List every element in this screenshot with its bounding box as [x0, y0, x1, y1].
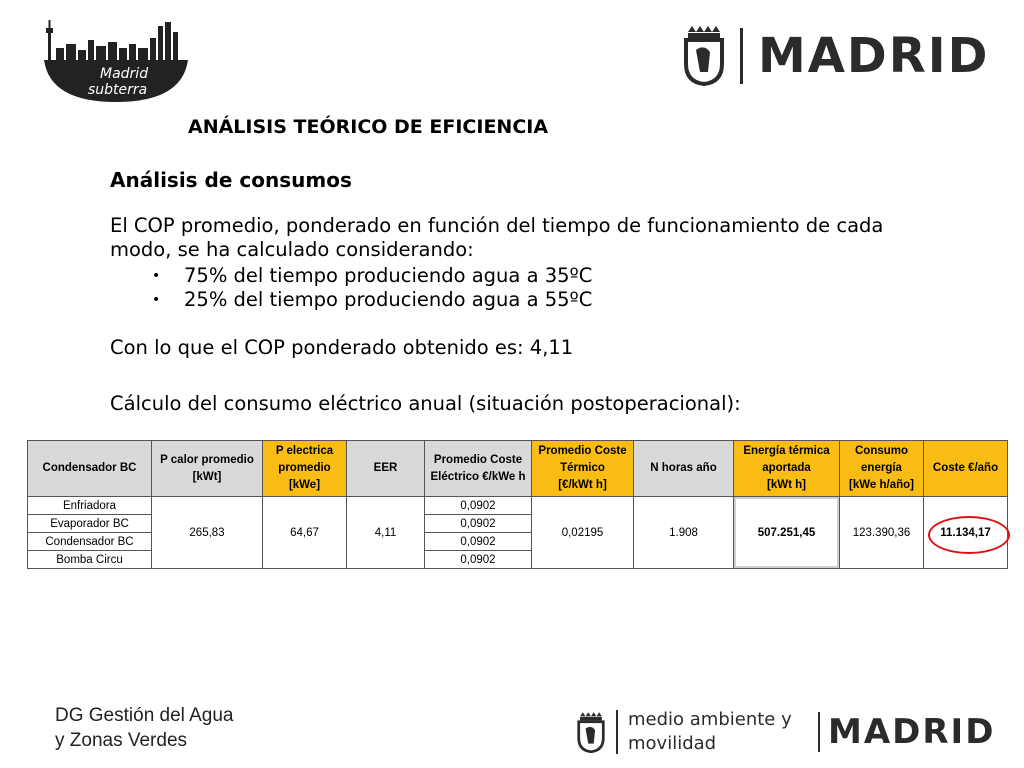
- header-line: Térmico: [560, 462, 605, 474]
- horas-cell: 1.908: [634, 497, 734, 569]
- madrid-city-logo: [682, 24, 1002, 90]
- footer-area-text: [628, 708, 792, 756]
- header-line: P calor promedio: [160, 453, 254, 466]
- header-line: energía: [861, 462, 902, 474]
- footer-madrid-wordmark: MADRID: [828, 712, 996, 752]
- madrid-wordmark: MADRID: [758, 28, 990, 84]
- bullet-icon: •: [152, 292, 161, 308]
- p-calor-cell: 265,83: [152, 497, 263, 569]
- header-line: N horas año: [650, 462, 717, 474]
- header-line: [kWe]: [288, 479, 321, 491]
- footer-area-line: movilidad: [628, 733, 717, 754]
- table-row: [28, 497, 1008, 515]
- header-line: Condensador BC: [42, 462, 137, 474]
- footer-madrid-logo: [576, 708, 1006, 756]
- header-line: Eléctrico €/kWe h: [430, 470, 526, 483]
- row-name-cell: Bomba Circu: [28, 551, 152, 569]
- header-line: [kWe h/año]: [849, 479, 914, 491]
- header-coste-anual: [924, 441, 1008, 497]
- footer-divider: [616, 710, 618, 754]
- madrid-subterra-logo: [42, 18, 190, 102]
- footer-department-line: DG Gestión del Agua: [55, 705, 234, 726]
- bullet-text: 75% del tiempo produciendo agua a 35ºC: [184, 264, 593, 287]
- header-line: Energía térmica: [743, 445, 830, 457]
- row-name-cell: Enfriadora: [28, 497, 152, 515]
- footer-area-line: medio ambiente y: [628, 709, 792, 730]
- coste-electrico-cell: 0,0902: [425, 515, 532, 533]
- red-circle-annotation: [928, 516, 1010, 554]
- coste-electrico-cell: 0,0902: [425, 533, 532, 551]
- header-line: EER: [373, 462, 398, 474]
- bullet-text: 25% del tiempo produciendo agua a 55ºC: [184, 288, 593, 311]
- madrid-coat-of-arms-icon: [682, 24, 726, 86]
- coste-anual-highlight: [940, 527, 991, 539]
- header-p-calor: [152, 441, 263, 497]
- header-line: promedio: [278, 462, 331, 474]
- table-header-row: [28, 441, 1008, 497]
- header-line: P electrica: [275, 445, 334, 457]
- header-horas: [634, 441, 734, 497]
- logo-text-madrid: Madrid: [100, 66, 149, 82]
- header-line: Promedio Coste: [538, 445, 627, 457]
- bullet-list: [152, 264, 592, 312]
- coste-electrico-cell: 0,0902: [425, 497, 532, 515]
- madrid-coat-of-arms-icon: [576, 710, 606, 754]
- header-line: aportada: [762, 462, 811, 474]
- header-line: [€/kWt h]: [558, 479, 607, 491]
- footer-department: [55, 703, 234, 753]
- page-title: ANÁLISIS TEÓRICO DE EFICIENCIA: [188, 116, 549, 138]
- coste-anual-cell: [924, 497, 1008, 569]
- energia-termica-cell: 507.251,45: [734, 497, 840, 569]
- header-line: [kWt]: [192, 470, 222, 483]
- header-eer: [347, 441, 425, 497]
- consumo-cell: 123.390,36: [840, 497, 924, 569]
- coste-termico-cell: 0,02195: [532, 497, 634, 569]
- header-line: [kWt h]: [767, 479, 806, 491]
- header-line: Consumo: [854, 445, 909, 457]
- footer-divider: [818, 712, 820, 752]
- list-item: [152, 288, 592, 312]
- logo-divider: [740, 28, 743, 84]
- header-line: Coste €/año: [932, 462, 999, 474]
- header-p-electrica: [263, 441, 347, 497]
- row-name-cell: Evaporador BC: [28, 515, 152, 533]
- logo-text-subterra: subterra: [88, 82, 148, 98]
- consumption-table: [27, 440, 1008, 569]
- p-electrica-cell: 64,67: [263, 497, 347, 569]
- bullet-icon: •: [152, 268, 161, 284]
- footer-department-line: y Zonas Verdes: [55, 730, 188, 751]
- cop-result: Con lo que el COP ponderado obtenido es: 4,11: [110, 336, 574, 359]
- intro-paragraph: El COP promedio, ponderado en función del tiempo de funcionamiento de cada modo, se ha calculado considerando:: [110, 214, 884, 261]
- coste-anual-value: 11.134,17: [940, 526, 991, 539]
- header-line: Promedio Coste: [433, 453, 523, 466]
- row-name-cell: Condensador BC: [28, 533, 152, 551]
- list-item: [152, 264, 592, 288]
- header-consumo: [840, 441, 924, 497]
- header-energia-termica: [734, 441, 840, 497]
- header-condensador: [28, 441, 152, 497]
- header-coste-termico: [532, 441, 634, 497]
- section-subtitle: Análisis de consumos: [110, 168, 352, 192]
- header-coste-electrico: [425, 441, 532, 497]
- eer-cell: 4,11: [347, 497, 425, 569]
- calc-heading: Cálculo del consumo eléctrico anual (situación postoperacional):: [110, 392, 741, 415]
- coste-electrico-cell: 0,0902: [425, 551, 532, 569]
